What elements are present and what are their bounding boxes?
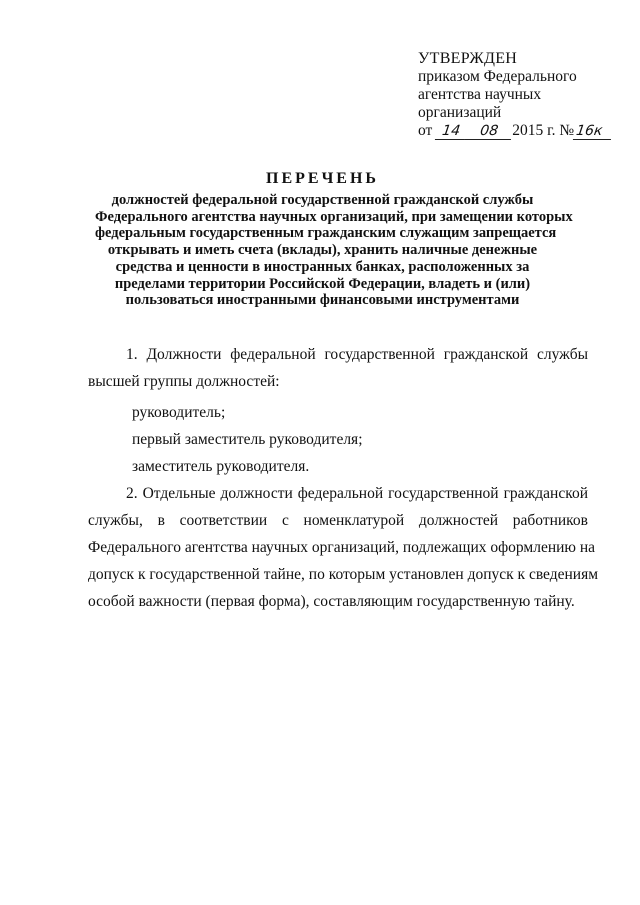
subtitle-line: пределами территории Российской Федерации, владеть и (или) xyxy=(114,275,531,292)
section-2-line: особой важности (первая форма), составляющим государственную тайну. xyxy=(88,593,575,610)
approval-line-4: организаций xyxy=(418,104,502,121)
subtitle-line: пользоваться иностранными финансовыми инструментами xyxy=(125,292,520,309)
subtitle-line: открывать и иметь счета (вклады), хранить наличные денежные xyxy=(107,242,538,259)
document-title: ПЕРЕЧЕНЬ xyxy=(266,170,379,187)
approval-date-line xyxy=(418,122,628,140)
handwritten-day: 14 xyxy=(435,124,467,140)
section-1-line-2: высшей группы должностей: xyxy=(88,373,280,390)
handwritten-month: 08 xyxy=(465,124,513,140)
subtitle-line: федеральным государственным гражданским служащим запрещается xyxy=(95,225,557,242)
section-2-line: службы, в соответствии с номенклатурой должностей работников xyxy=(88,512,588,529)
section-1-line-1: 1. Должности федеральной государственной гражданской службы xyxy=(126,346,588,363)
list-item: заместитель руководителя. xyxy=(132,458,310,475)
document-subtitle xyxy=(95,192,573,309)
subtitle-line: должностей федеральной государственной гражданской службы xyxy=(111,192,534,208)
approval-stamp xyxy=(418,50,628,140)
list-item: руководитель; xyxy=(132,404,226,421)
date-year-and-number-label: 2015 г. № xyxy=(512,122,575,139)
approval-line-2: приказом Федерального xyxy=(418,68,577,85)
date-prefix: от xyxy=(418,122,433,139)
document-heading xyxy=(95,168,573,309)
section-2-line: Федерального агентства научных организаций, подлежащих оформлению на xyxy=(88,539,596,556)
section-2-line: 2. Отдельные должности федеральной государственной гражданской xyxy=(126,485,588,502)
subtitle-line: средства и ценности в иностранных банках, расположенных за xyxy=(115,258,530,275)
approval-line-3: агентства научных xyxy=(418,86,542,103)
list-item: первый заместитель руководителя; xyxy=(132,431,363,448)
subtitle-line: Федерального агентства научных организаций, при замещении которых xyxy=(95,208,573,225)
section-2-line: допуск к государственной тайне, по которым установлен допуск к сведениям xyxy=(88,566,599,583)
approval-title: УТВЕРЖДЕН xyxy=(418,50,518,67)
document-body xyxy=(88,341,599,615)
handwritten-order-number: 16к xyxy=(573,124,613,140)
